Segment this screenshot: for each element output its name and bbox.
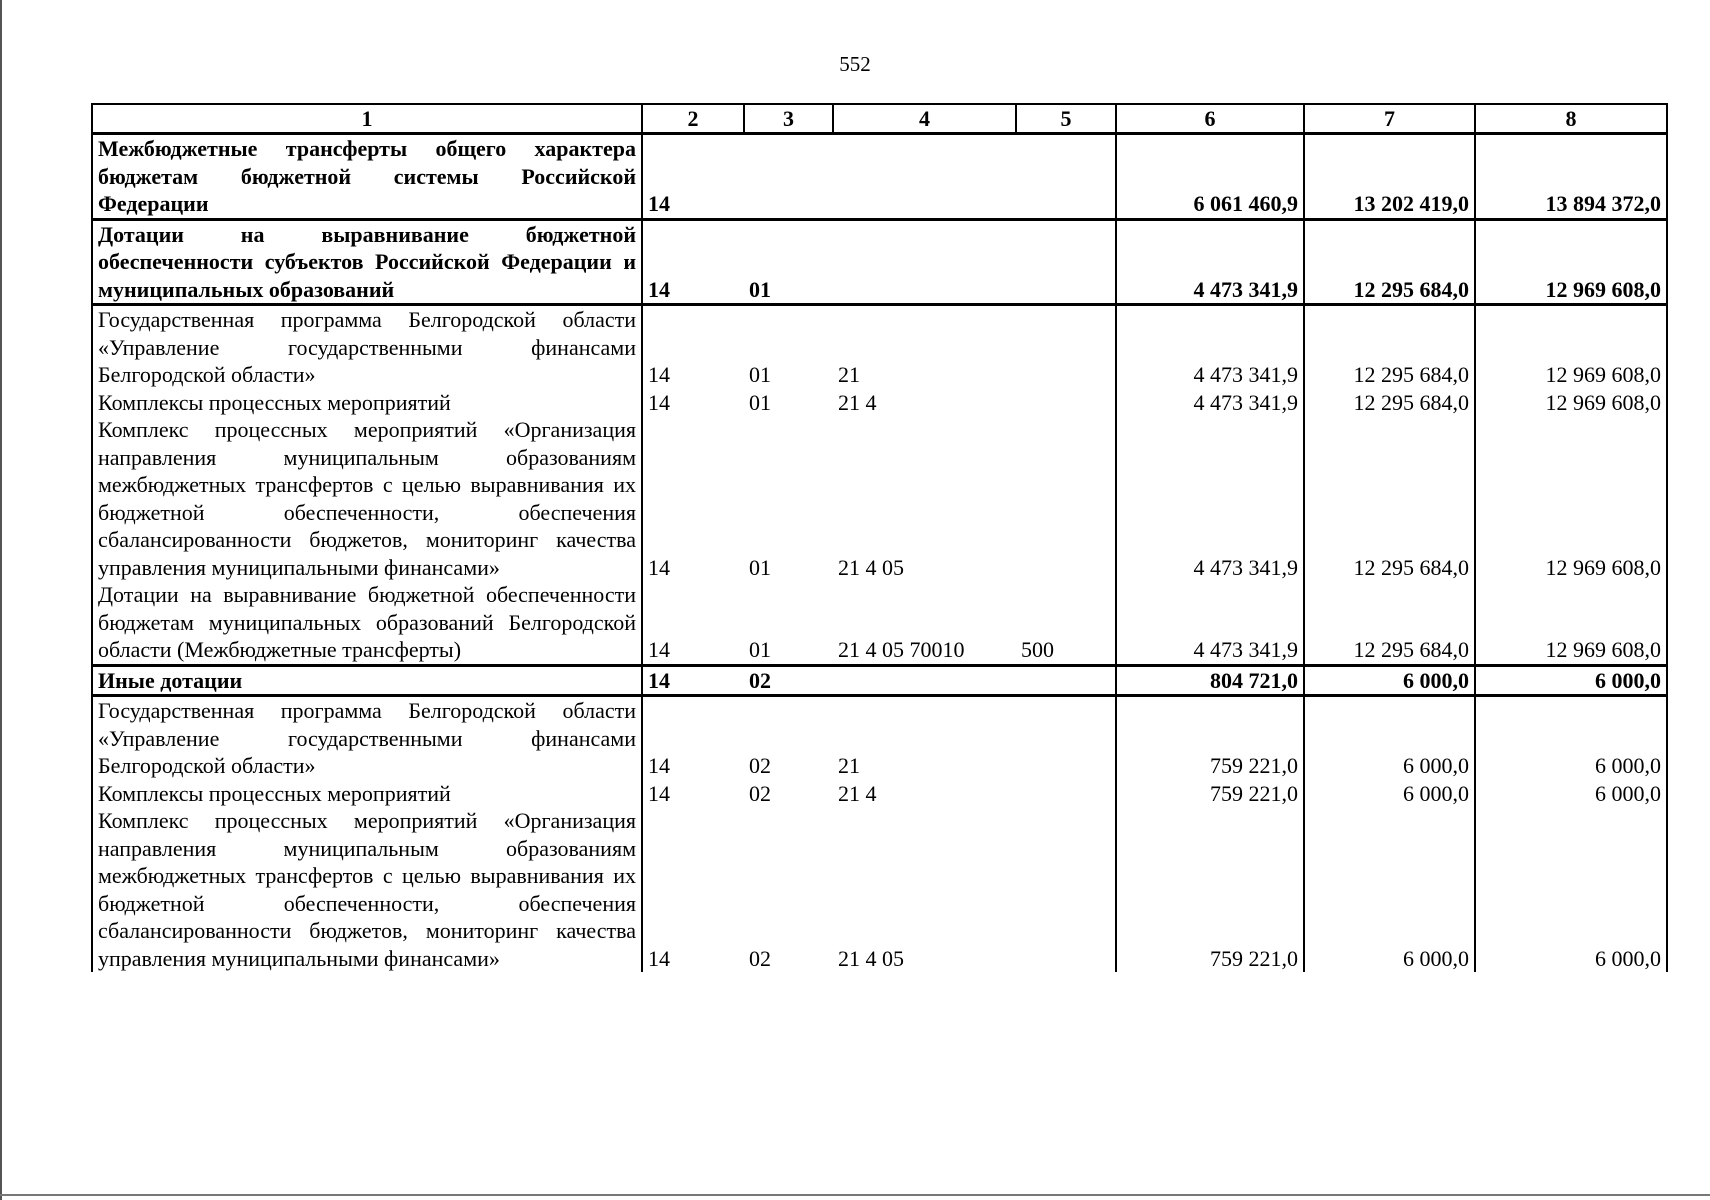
row-amount-col8: 12 969 608,0 [1475, 305, 1667, 389]
table-row [92, 807, 1667, 972]
row-expense-type [1016, 305, 1116, 389]
row-name: Комплексы процессных мероприятий [92, 780, 642, 808]
header-col-3: 3 [744, 104, 833, 134]
row-section-code: 14 [642, 389, 744, 417]
row-amount-col7: 6 000,0 [1304, 780, 1475, 808]
table-row-group [92, 134, 1667, 220]
row-amount-col7: 12 295 684,0 [1304, 581, 1475, 665]
row-section-code: 14 [642, 305, 744, 389]
row-name: Комплекс процессных мероприятий «Организация направления муниципальным образованиям межбюджетных трансфертов с целью выравнивания их бюджетной обеспеченности, обеспечения сбалансированности бюджетов, мониторинг качества управления муниципальными финансами» [92, 416, 642, 581]
row-expense-type [1016, 389, 1116, 417]
row-amount-col6: 4 473 341,9 [1116, 416, 1304, 581]
header-col-5: 5 [1016, 104, 1116, 134]
row-target-article [833, 134, 1016, 220]
row-amount-col8: 12 969 608,0 [1475, 389, 1667, 417]
table-row [92, 389, 1667, 417]
row-name: Дотации на выравнивание бюджетной обеспеченности субъектов Российской Федерации и муниципальных образований [92, 219, 642, 305]
header-col-6: 6 [1116, 104, 1304, 134]
row-target-article: 21 4 [838, 780, 877, 806]
header-col-1: 1 [92, 104, 642, 134]
header-row [92, 104, 1667, 134]
row-amount-col7: 12 295 684,0 [1304, 219, 1475, 305]
row-section-code: 14 [642, 416, 744, 581]
row-expense-type [1016, 807, 1116, 972]
row-amount-col6: 4 473 341,9 [1116, 305, 1304, 389]
row-target-article: 21 [838, 753, 860, 778]
row-amount-col6: 4 473 341,9 [1116, 219, 1304, 305]
row-name: Иные дотации [92, 665, 642, 696]
row-amount-col6: 804 721,0 [1116, 665, 1304, 696]
row-subsection-code: 02 [749, 780, 771, 806]
scan-edge-left [0, 0, 2, 1200]
row-target-article: 21 4 05 70010 [838, 637, 965, 662]
row-section-code: 14 [642, 134, 744, 220]
row-section-code: 14 [642, 219, 744, 305]
row-section-code: 14 [642, 780, 744, 808]
row-amount-col7: 12 295 684,0 [1304, 416, 1475, 581]
row-name: Межбюджетные трансферты общего характера бюджетам бюджетной системы Российской Федерации [92, 134, 642, 220]
row-amount-col6: 759 221,0 [1116, 807, 1304, 972]
row-subsection-code [744, 134, 833, 220]
header-col-2: 2 [642, 104, 744, 134]
row-target-article: 21 4 05 [838, 945, 904, 971]
table-row [92, 780, 1667, 808]
row-expense-type [1016, 416, 1116, 581]
row-target-article: 21 4 05 [838, 554, 904, 580]
row-subsection-code: 02 [744, 665, 833, 696]
row-expense-type [1016, 665, 1116, 696]
row-amount-col8: 6 000,0 [1475, 780, 1667, 808]
row-subsection-code: 01 [749, 389, 771, 415]
row-target-article: 21 [838, 362, 860, 387]
row-section-code: 14 [642, 581, 744, 665]
row-amount-col7: 12 295 684,0 [1304, 389, 1475, 417]
row-amount-col7: 13 202 419,0 [1304, 134, 1475, 220]
page-number: 552 [839, 52, 871, 76]
row-amount-col8: 12 969 608,0 [1475, 416, 1667, 581]
row-section-code: 14 [642, 696, 744, 780]
scan-edge-bottom [0, 1194, 1710, 1196]
row-subsection-code: 01 [744, 219, 833, 305]
header-col-8: 8 [1475, 104, 1667, 134]
row-amount-col6: 759 221,0 [1116, 696, 1304, 780]
row-name: Государственная программа Белгородской области «Управление государственными финансами Белгородской области» [92, 305, 642, 389]
row-amount-col7: 12 295 684,0 [1304, 305, 1475, 389]
row-expense-type [1016, 134, 1116, 220]
row-section-code: 14 [642, 807, 744, 972]
budget-table [91, 103, 1668, 972]
row-amount-col6: 4 473 341,9 [1116, 389, 1304, 417]
row-subsection-code: 01 [749, 554, 771, 580]
table-row [92, 581, 1667, 665]
row-subsection-code: 02 [749, 945, 771, 971]
row-name: Комплексы процессных мероприятий [92, 389, 642, 417]
table-row-group [92, 665, 1667, 696]
row-amount-col6: 4 473 341,9 [1116, 581, 1304, 665]
row-name: Дотации на выравнивание бюджетной обеспеченности бюджетам муниципальных образований Белгородской области (Межбюджетные трансферты) [92, 581, 642, 665]
row-name: Комплекс процессных мероприятий «Организация направления муниципальным образованиям межбюджетных трансфертов с целью выравнивания их бюджетной обеспеченности, обеспечения сбалансированности бюджетов, мониторинг качества управления муниципальными финансами» [92, 807, 642, 972]
table-row [92, 416, 1667, 581]
row-amount-col8: 6 000,0 [1475, 807, 1667, 972]
header-col-4: 4 [833, 104, 1016, 134]
row-expense-type [1016, 780, 1116, 808]
row-target-article [833, 665, 1016, 696]
row-amount-col8: 6 000,0 [1475, 665, 1667, 696]
row-amount-col8: 12 969 608,0 [1475, 219, 1667, 305]
row-expense-type [1016, 696, 1116, 780]
row-section-code: 14 [642, 665, 744, 696]
row-amount-col6: 759 221,0 [1116, 780, 1304, 808]
table-row [92, 305, 1667, 389]
row-amount-col7: 6 000,0 [1304, 696, 1475, 780]
row-amount-col8: 6 000,0 [1475, 696, 1667, 780]
row-expense-type: 500 [1016, 581, 1116, 665]
row-subsection-code: 01 [749, 637, 771, 662]
row-amount-col8: 13 894 372,0 [1475, 134, 1667, 220]
row-subsection-code: 01 [749, 362, 771, 387]
row-amount-col8: 12 969 608,0 [1475, 581, 1667, 665]
row-target-article: 21 4 [838, 389, 877, 415]
row-name: Государственная программа Белгородской области «Управление государственными финансами Белгородской области» [92, 696, 642, 780]
row-expense-type [1016, 219, 1116, 305]
table-row [92, 696, 1667, 780]
row-amount-col6: 6 061 460,9 [1116, 134, 1304, 220]
row-amount-col7: 6 000,0 [1304, 665, 1475, 696]
header-col-7: 7 [1304, 104, 1475, 134]
row-subsection-code: 02 [749, 753, 771, 778]
table-row-group [92, 219, 1667, 305]
row-amount-col7: 6 000,0 [1304, 807, 1475, 972]
row-target-article [833, 219, 1016, 305]
